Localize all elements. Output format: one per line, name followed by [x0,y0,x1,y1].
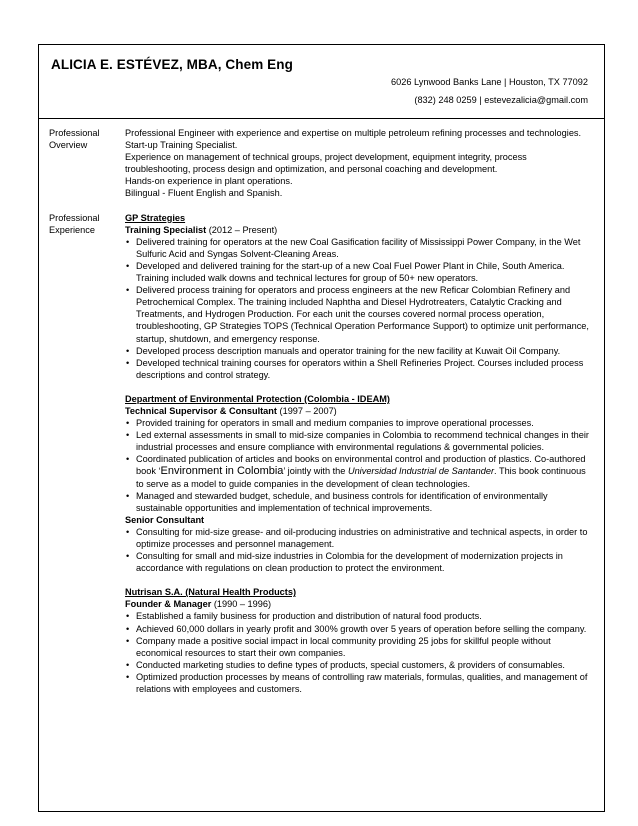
list-item: • Optimized production processes by means of controlling raw materials, formulas, qualities, and management of relations with employees and customers. [125,671,590,695]
list-item: • Delivered training for operators at the new Coal Gasification facility of Mississippi Power Company, in the Wet Sulfuric Acid and Syngas Solvent-Cleaning Areas. [125,236,590,260]
overview-section [39,127,604,200]
list-item: • Consulting for small and mid-size industries in Colombia for the development of modernization projects in accordance with regulations on clean production to protect the environment. [125,550,590,574]
role-title: Training Specialist [125,224,207,235]
list-item: • Delivered process training for operators and process engineers at the new Reficar Colombian Refinery and Petrochemical Complex. The training included Naphtha and Diesel Hydrotreaters, Catalytic Cracking and Treatments, and Hydrogen Production. For each unit the courses covered normal process operation, troubleshooting, GP Strategies TOPS (Technical Operation Performance Support) to optimize unit performance, startup, shutdown, and emergency response. [125,284,590,344]
list-item: • Consulting for mid-size grease- and oil-producing industries on administrative and technical aspects, in order to optimize processes and personnel management. [125,526,590,550]
company-name: Nutrisan S.A. (Natural Health Products) [125,587,297,598]
list-item: • Established a family business for production and distribution of natural food products. [125,610,590,622]
role-line [125,224,590,236]
role-title: Technical Supervisor & Consultant [125,405,277,416]
bullet-list [125,610,590,695]
list-item: • Conducted marketing studies to define types of products, special customers, & providers of consumables. [125,659,590,671]
bullet-list [125,236,590,381]
list-item: • Managed and stewarded budget, schedule, and business controls for identification of environmentally sustainable opportunities and implementation of technical improvements. [125,490,590,514]
role-line [125,514,590,526]
section-label: Professional Overview [49,128,100,151]
role-title: Senior Consultant [125,514,205,525]
phone-email: (832) 248 0259 | estevezalicia@gmail.com [414,95,588,105]
experience-section [39,212,604,696]
role-line [125,598,590,610]
list-item: • Achieved 60,000 dollars in yearly profit and 300% growth over 5 years of operation before selling the company. [125,623,590,635]
list-item: • Company made a positive social impact in local community providing 25 jobs for skillful people without economical resources to start their own companies. [125,635,590,659]
list-item: • Provided training for operators in small and medium companies to improve operational processes. [125,417,590,429]
section-label: Professional Experience [49,212,100,235]
role-dates: (2012 – Present) [206,224,278,235]
resume-body [39,127,604,695]
resume-page [38,44,605,812]
role-dates: (1997 – 2007) [276,405,337,416]
company-name: Department of Environmental Protection (Colombia - IDEAM) [125,393,390,404]
list-item: • Coordinated publication of articles and books on environmental control and production of plastics. Co-authored book ‘Environment in Colombia’ jointly with the Universidad Industrial de Santander. This book continuous to serve as a model to guide companies in the development of clean technologies. [125,453,590,489]
address: 6026 Lynwood Banks Lane | Houston, TX 77092 [391,77,588,87]
company-name: GP Strategies [125,212,186,223]
resume-header [39,45,604,119]
bullet-list [125,526,590,574]
overview-content [125,127,590,200]
experience-content [125,212,590,696]
overview-line: Bilingual - Fluent English and Spanish. [125,188,283,199]
overview-line: Professional Engineer with experience and expertise on multiple petroleum refining processes and technologies. Start-up Training Specialist. [125,128,582,151]
candidate-name: ALICIA E. ESTÉVEZ, MBA, Chem Eng [51,57,293,72]
book-title: Environment in Colombia [160,465,284,478]
role-dates: (1990 – 1996) [211,599,272,610]
overview-line: Experience on management of technical groups, project development, equipment integrity, process troubleshooting, process design and optimization, and personal coaching and development. [125,152,527,175]
bullet-list [125,417,590,514]
list-item: • Led external assessments in small to mid-size companies in Colombia to recommend technical changes in their industrial processes and ensure compliance with environmental regulations & governmental policies. [125,429,590,453]
overview-line: Hands-on experience in plant operations. [125,176,293,187]
list-item: • Developed process description manuals and operator training for the new facility at Kuwait Oil Company. [125,345,590,357]
list-item: • Developed and delivered training for the start-up of a new Coal Fuel Power Plant in Chile, South America. Training included walk downs and technical lectures for group of 50+ new operators. [125,260,590,284]
role-line [125,405,590,417]
list-item: • Developed technical training courses for operators within a Shell Refineries Project. Courses included process descriptions and control strategy. [125,357,590,381]
university-name: Universidad Industrial de Santander [347,466,495,477]
role-title: Founder & Manager [125,599,212,610]
